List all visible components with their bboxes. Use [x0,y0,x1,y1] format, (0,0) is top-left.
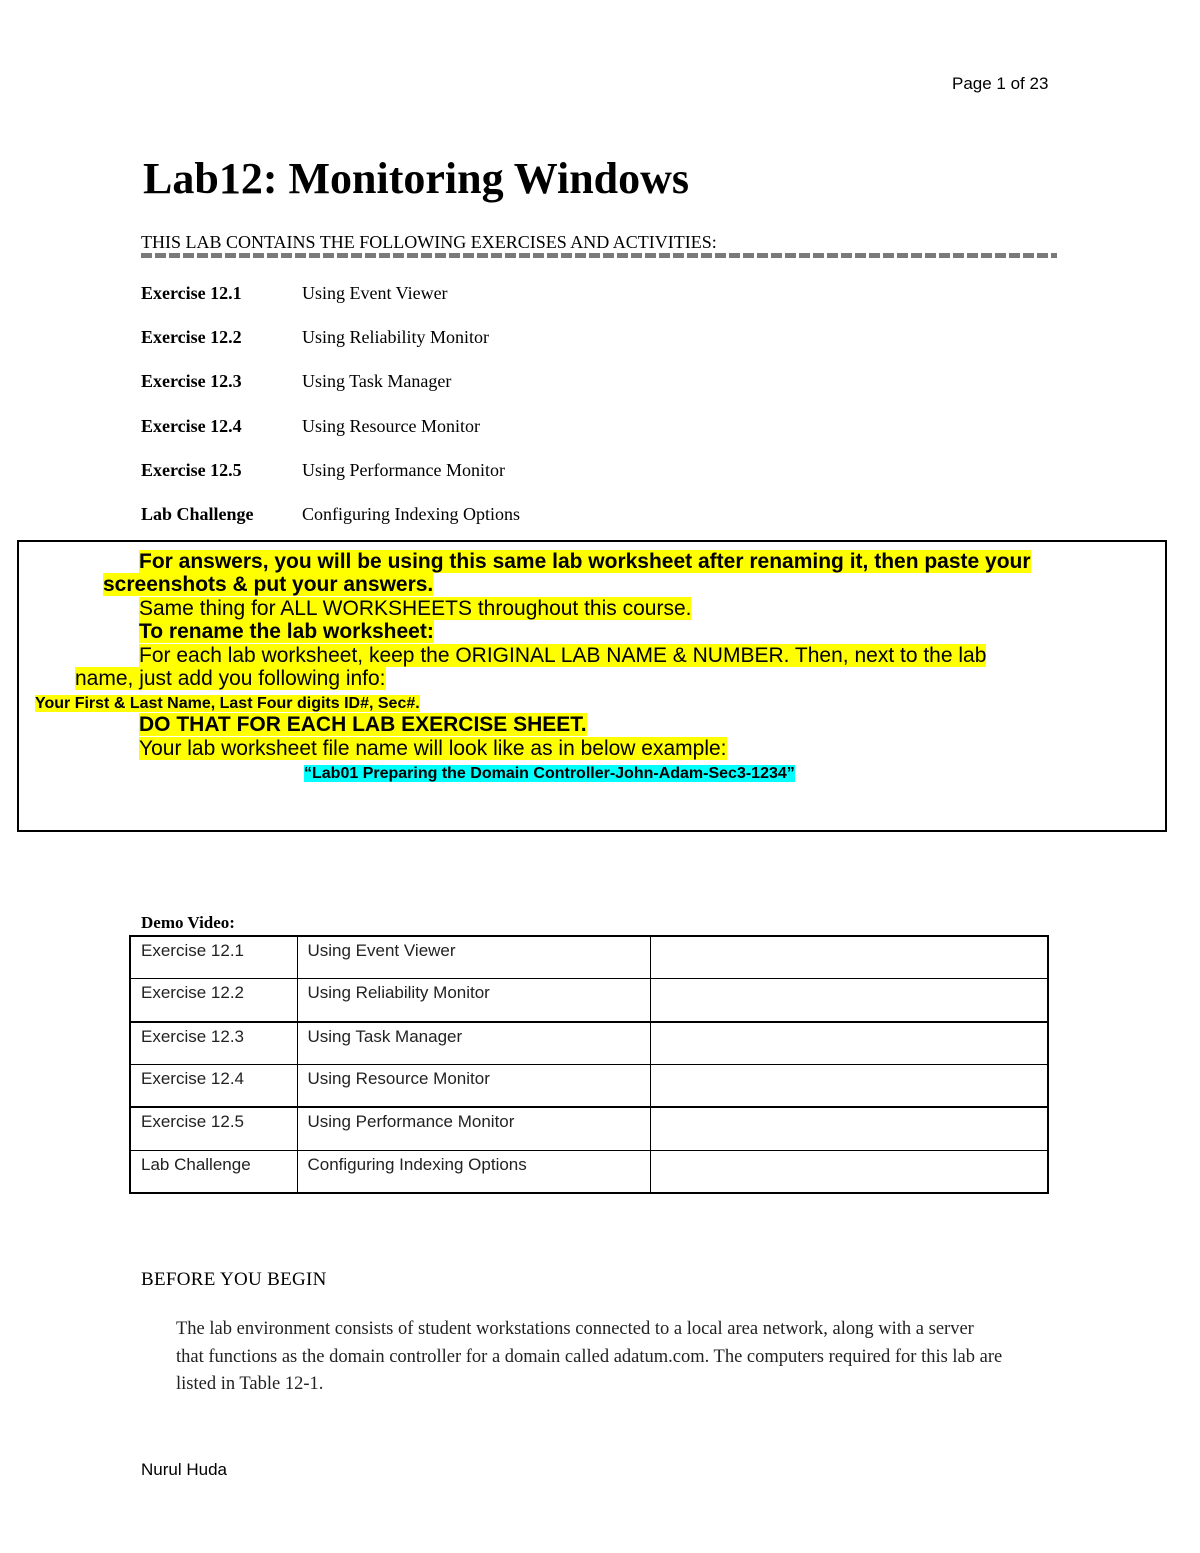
video-link-cell[interactable] [650,1150,1048,1193]
table-cell: Using Performance Monitor [297,1107,650,1150]
instructions-box [17,540,1167,832]
table-cell: Configuring Indexing Options [297,1150,650,1193]
table-row [130,1150,1048,1193]
table-row [130,1064,1048,1107]
table-cell: Exercise 12.1 [130,936,297,979]
footer-author: Nurul Huda [141,1460,227,1479]
dashed-divider [141,253,1057,258]
page-number: Page 1 of 23 [952,74,1049,93]
list-item [141,282,841,326]
exercise-title: Using Reliability Monitor [302,327,489,348]
table-cell: Using Task Manager [297,1022,650,1065]
table-row [130,1107,1048,1150]
exercise-code: Exercise 12.3 [141,371,242,392]
video-link-cell[interactable] [650,936,1048,979]
list-item [141,370,841,414]
table-cell: Exercise 12.5 [130,1107,297,1150]
exercise-title: Configuring Indexing Options [302,503,520,524]
list-item [141,415,841,459]
instruction-line: Your lab worksheet file name will look like as in below example: [139,737,727,760]
table-row [130,936,1048,979]
table-cell: Exercise 12.2 [130,979,297,1022]
instruction-line: DO THAT FOR EACH LAB EXERCISE SHEET. [139,713,587,736]
instruction-line: For answers, you will be using this same lab worksheet after renaming it, then paste your [139,550,1031,573]
exercise-title: Using Resource Monitor [302,415,480,436]
instruction-line: name, just add you following info: [75,667,386,690]
exercise-code: Exercise 12.1 [141,283,242,303]
exercise-title: Using Performance Monitor [302,459,505,480]
table-cell: Exercise 12.3 [130,1022,297,1065]
exercise-code: Exercise 12.4 [141,415,242,436]
demo-video-label: Demo Video: [141,913,235,932]
exercise-code: Exercise 12.2 [141,327,242,348]
list-item [141,459,841,503]
table-cell: Exercise 12.4 [130,1064,297,1107]
table-row [130,1022,1048,1065]
exercise-title: Using Event Viewer [302,283,448,303]
table-cell: Using Reliability Monitor [297,979,650,1022]
video-link-cell[interactable] [650,1064,1048,1107]
video-link-cell[interactable] [650,979,1048,1022]
page-title: Lab12: Monitoring Windows [143,154,690,203]
table-cell: Using Event Viewer [297,936,650,979]
video-link-cell[interactable] [650,1107,1048,1150]
instruction-line: Your First & Last Name, Last Four digits ID#, Sec#. [35,695,420,712]
exercise-code: Lab Challenge [141,503,254,524]
demo-video-table [129,935,1049,1194]
instruction-line: Same thing for ALL WORKSHEETS throughout this course. [139,597,692,620]
section-heading: BEFORE YOU BEGIN [141,1269,327,1290]
exercise-list [141,282,841,547]
instruction-line: To rename the lab worksheet: [139,620,434,643]
example-filename: “Lab01 Preparing the Domain Controller-John-Adam-Sec3-1234” [304,765,795,782]
section-body: The lab environment consists of student workstations connected to a local area network, along with a server that functions as the domain controller for a domain called adatum.com. The computers required for this lab are listed in Table 12-1. [176,1319,1003,1394]
table-cell: Using Resource Monitor [297,1064,650,1107]
table-cell: Lab Challenge [130,1150,297,1193]
exercise-code: Exercise 12.5 [141,459,242,480]
list-item [141,326,841,370]
instruction-line: For each lab worksheet, keep the ORIGINAL LAB NAME & NUMBER. Then, next to the lab [139,644,987,667]
instruction-line: screenshots & put your answers. [103,573,434,596]
exercise-title: Using Task Manager [302,371,452,392]
video-link-cell[interactable] [650,1022,1048,1065]
table-row [130,979,1048,1022]
contains-heading: THIS LAB CONTAINS THE FOLLOWING EXERCISES AND ACTIVITIES: [141,232,717,252]
